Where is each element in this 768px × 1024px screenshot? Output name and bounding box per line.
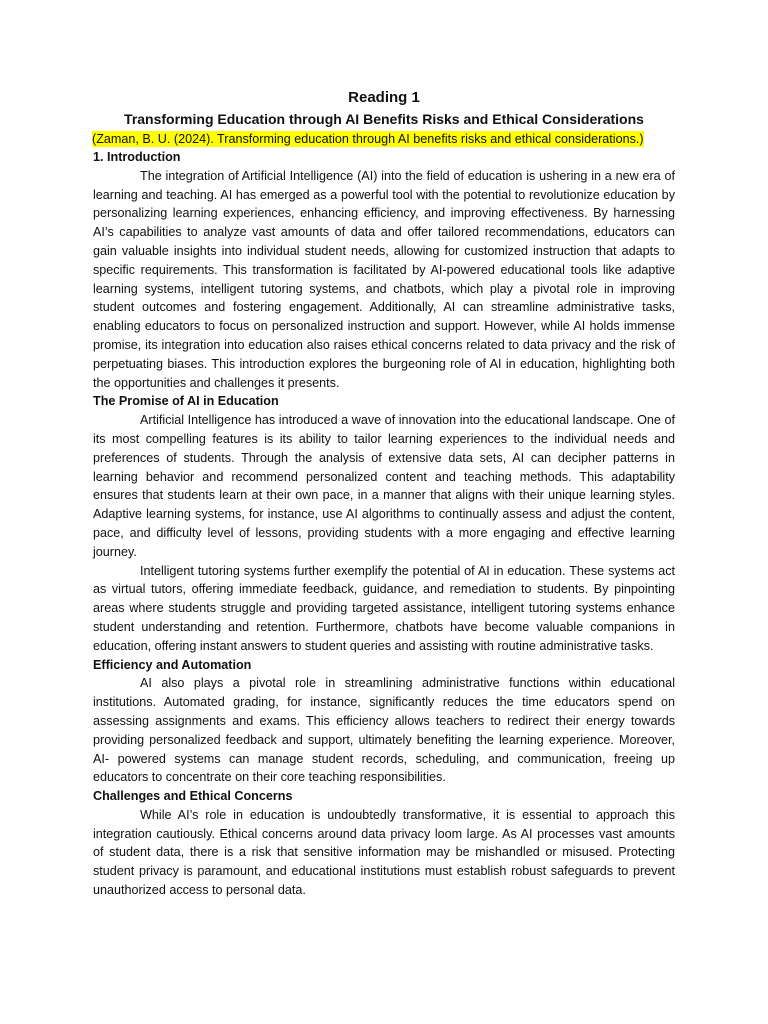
section-heading: The Promise of AI in Education	[93, 394, 279, 409]
section-heading: Challenges and Ethical Concerns	[93, 789, 293, 804]
citation-highlighted: (Zaman, B. U. (2024). Transforming education through AI benefits risks and ethical considerations.)	[92, 132, 644, 146]
section-challenges-ethics	[93, 787, 675, 900]
paragraph: AI also plays a pivotal role in streamlining administrative functions within educational institutions. Automated grading, for instance, significantly reduces the time educators spend on assessing assignments and exams. This efficiency allows teachers to redirect their energy towards providing personalized feedback and support, ultimately benefiting the learning experience. Moreover, AI- powered systems can manage student records, scheduling, and communication, freeing up educators to concentrate on their core teaching responsibilities.	[93, 676, 675, 785]
section-introduction	[93, 148, 675, 392]
section-heading: Efficiency and Automation	[93, 657, 252, 672]
paragraph: Intelligent tutoring systems further exemplify the potential of AI in education. These systems act as virtual tutors, offering immediate feedback, guidance, and remediation to students. By pinpointing areas where students struggle and providing targeted assistance, intelligent tutoring systems enhance student understanding and retention. Furthermore, chatbots have become valuable companions in education, offering instant answers to student queries and assisting with routine administrative tasks.	[93, 563, 675, 653]
document-subtitle: Transforming Education through AI Benefits Risks and Ethical Considerations	[124, 111, 644, 127]
section-promise-of-ai	[93, 392, 675, 655]
document-title: Reading 1	[348, 89, 420, 106]
section-heading: 1. Introduction	[93, 150, 181, 164]
paragraph: Artificial Intelligence has introduced a wave of innovation into the educational landscape. One of its most compelling features is its ability to tailor learning experiences to the individual needs and preferences of students. Through the analysis of extensive data sets, AI can decipher patterns in learning behavior and recommend personalized content and teaching methods. This adaptability ensures that students learn at their own pace, in a manner that aligns with their unique learning styles. Adaptive learning systems, for instance, use AI algorithms to continually assess and adjust the content, pace, and difficulty level of lessons, providing students with a more engaging and effective learning journey.	[93, 413, 675, 559]
paragraph: While AI’s role in education is undoubtedly transformative, it is essential to approach this integration cautiously. Ethical concerns around data privacy loom large. As AI processes vast amounts of student data, there is a risk that sensitive information may be mishandled or misused. Protecting student privacy is paramount, and educational institutions must establish robust safeguards to prevent unauthorized access to personal data.	[93, 807, 675, 898]
paragraph: The integration of Artificial Intelligence (AI) into the field of education is ushering in a new era of learning and teaching. AI has emerged as a powerful tool with the potential to revolutionize education by personalizing learning experiences, enhancing efficiency, and improving effectiveness. By harnessing AI’s capabilities to analyze vast amounts of data and offer tailored recommendations, educators can gain valuable insights into individual student needs, allowing for customized instruction that adapts to specific requirements. This transformation is facilitated by AI-powered educational tools like adaptive learning systems, intelligent tutoring systems, and chatbots, which play a pivotal role in improving student outcomes and fostering engagement. Additionally, AI can streamline administrative tasks, enabling educators to focus on personalized instruction and support. However, while AI holds immense promise, its integration into education also raises ethical concerns related to data privacy and the risk of perpetuating biases. This introduction explores the burgeoning role of AI in education, highlighting both the opportunities and challenges it presents.	[93, 168, 675, 390]
section-efficiency-automation	[93, 656, 675, 788]
citation-line	[93, 130, 675, 148]
document-page	[93, 88, 675, 900]
